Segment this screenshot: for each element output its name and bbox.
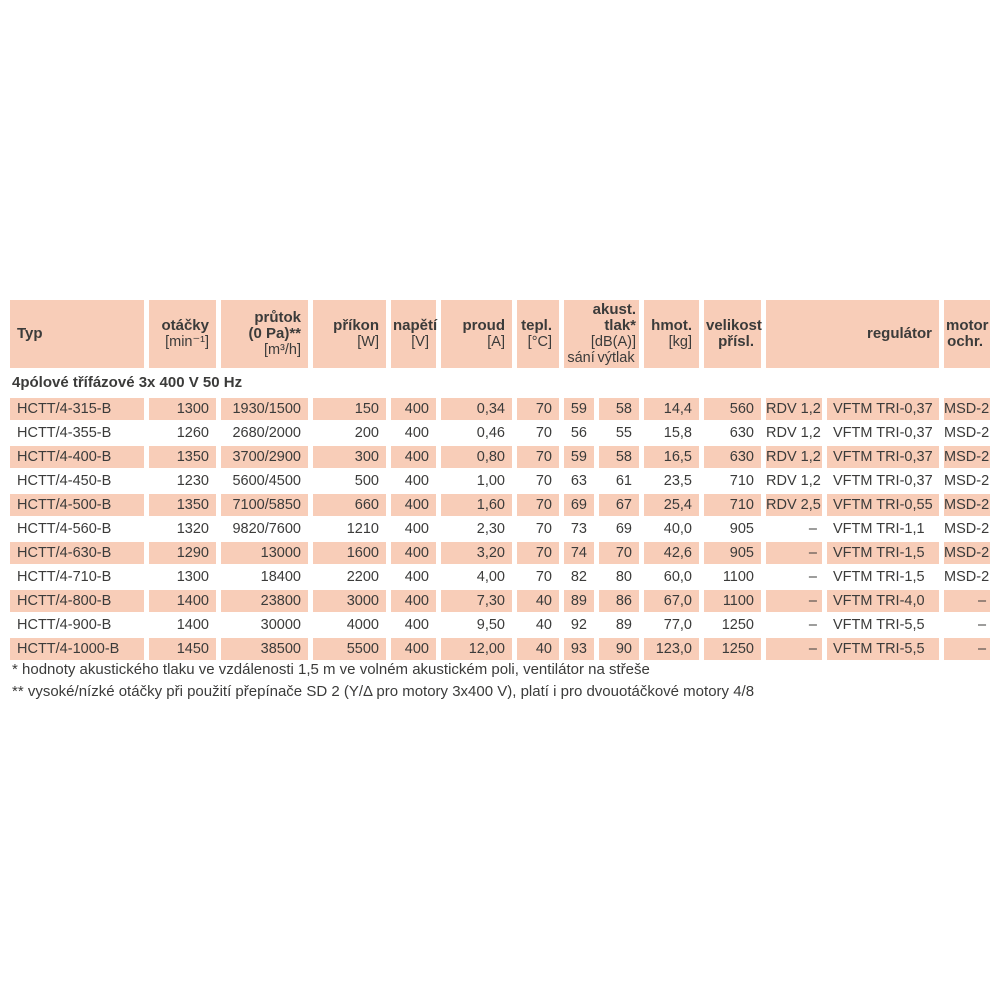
cell-otacky: 1260 bbox=[149, 422, 216, 444]
cell-velikost: 905 bbox=[704, 542, 761, 564]
col-label: průtok bbox=[254, 309, 301, 326]
cell-napeti: 400 bbox=[391, 638, 436, 660]
cell-tepl: 40 bbox=[517, 614, 559, 636]
cell-proud: 12,00 bbox=[441, 638, 512, 660]
cell-sani: 74 bbox=[564, 542, 594, 564]
cell-prikon: 500 bbox=[313, 470, 386, 492]
cell-proud: 0,34 bbox=[441, 398, 512, 420]
spec-table-wrap bbox=[0, 298, 1000, 662]
cell-otacky: 1400 bbox=[149, 614, 216, 636]
col-header-tepl bbox=[517, 300, 559, 368]
cell-otacky: 1230 bbox=[149, 470, 216, 492]
cell-velikost: 1250 bbox=[704, 638, 761, 660]
col-label: (0 Pa)** bbox=[248, 325, 301, 342]
cell-tepl: 70 bbox=[517, 422, 559, 444]
cell-otacky: 1400 bbox=[149, 590, 216, 612]
cell-velikost: 710 bbox=[704, 494, 761, 516]
cell-vytlak: 67 bbox=[599, 494, 639, 516]
cell-vftm: VFTM TRI-0,37 bbox=[827, 422, 939, 444]
col-label: proud bbox=[462, 317, 505, 334]
cell-proud: 2,30 bbox=[441, 518, 512, 540]
cell-tepl: 70 bbox=[517, 494, 559, 516]
cell-hmot: 42,6 bbox=[644, 542, 699, 564]
col-label: motor bbox=[946, 317, 989, 334]
cell-vftm: VFTM TRI-1,5 bbox=[827, 566, 939, 588]
cell-tepl: 40 bbox=[517, 638, 559, 660]
col-header-otacky bbox=[149, 300, 216, 368]
cell-napeti: 400 bbox=[391, 422, 436, 444]
cell-tepl: 70 bbox=[517, 566, 559, 588]
cell-rdv: – bbox=[766, 614, 822, 636]
cell-typ: HCTT/4-315-B bbox=[10, 398, 144, 420]
col-header-typ: Typ bbox=[10, 300, 144, 368]
cell-motor: MSD-2 bbox=[944, 446, 990, 468]
fan-spec-table bbox=[5, 298, 995, 662]
cell-rdv: RDV 2,5 bbox=[766, 494, 822, 516]
cell-vytlak: 90 bbox=[599, 638, 639, 660]
cell-napeti: 400 bbox=[391, 566, 436, 588]
cell-prikon: 1210 bbox=[313, 518, 386, 540]
cell-proud: 9,50 bbox=[441, 614, 512, 636]
cell-typ: HCTT/4-450-B bbox=[10, 470, 144, 492]
col-header-napeti bbox=[391, 300, 436, 368]
col-header-prikon bbox=[313, 300, 386, 368]
cell-prikon: 2200 bbox=[313, 566, 386, 588]
col-header-proud bbox=[441, 300, 512, 368]
cell-velikost: 1100 bbox=[704, 566, 761, 588]
cell-prutok: 38500 bbox=[221, 638, 308, 660]
cell-motor: MSD-2 bbox=[944, 518, 990, 540]
cell-hmot: 60,0 bbox=[644, 566, 699, 588]
cell-sani: 63 bbox=[564, 470, 594, 492]
cell-hmot: 77,0 bbox=[644, 614, 699, 636]
table-row bbox=[10, 398, 990, 420]
cell-sani: 89 bbox=[564, 590, 594, 612]
cell-typ: HCTT/4-1000-B bbox=[10, 638, 144, 660]
cell-napeti: 400 bbox=[391, 494, 436, 516]
table-body bbox=[10, 370, 990, 660]
cell-vftm: VFTM TRI-5,5 bbox=[827, 614, 939, 636]
table-row bbox=[10, 590, 990, 612]
cell-prikon: 5500 bbox=[313, 638, 386, 660]
cell-otacky: 1320 bbox=[149, 518, 216, 540]
col-label: ochr. bbox=[947, 333, 984, 350]
cell-velikost: 1100 bbox=[704, 590, 761, 612]
cell-otacky: 1300 bbox=[149, 566, 216, 588]
cell-napeti: 400 bbox=[391, 542, 436, 564]
section-title: 4pólové třífázové 3x 400 V 50 Hz bbox=[10, 370, 990, 396]
cell-typ: HCTT/4-560-B bbox=[10, 518, 144, 540]
col-label: akust. tlak* bbox=[592, 301, 636, 334]
cell-typ: HCTT/4-500-B bbox=[10, 494, 144, 516]
cell-vftm: VFTM TRI-5,5 bbox=[827, 638, 939, 660]
table-row bbox=[10, 566, 990, 588]
col-unit: [V] bbox=[411, 334, 429, 350]
cell-sani: 59 bbox=[564, 446, 594, 468]
cell-proud: 1,00 bbox=[441, 470, 512, 492]
table-row bbox=[10, 542, 990, 564]
cell-rdv: RDV 1,2 bbox=[766, 446, 822, 468]
cell-vytlak: 80 bbox=[599, 566, 639, 588]
cell-proud: 1,60 bbox=[441, 494, 512, 516]
header-row bbox=[10, 300, 990, 368]
cell-napeti: 400 bbox=[391, 614, 436, 636]
cell-napeti: 400 bbox=[391, 518, 436, 540]
cell-vftm: VFTM TRI-1,5 bbox=[827, 542, 939, 564]
cell-prikon: 1600 bbox=[313, 542, 386, 564]
col-header-akust-tlak bbox=[564, 300, 639, 368]
cell-prutok: 3700/2900 bbox=[221, 446, 308, 468]
cell-sani: 92 bbox=[564, 614, 594, 636]
cell-vftm: VFTM TRI-1,1 bbox=[827, 518, 939, 540]
cell-rdv: RDV 1,2 bbox=[766, 398, 822, 420]
cell-prutok: 13000 bbox=[221, 542, 308, 564]
cell-sani: 73 bbox=[564, 518, 594, 540]
cell-prutok: 9820/7600 bbox=[221, 518, 308, 540]
cell-vytlak: 58 bbox=[599, 398, 639, 420]
cell-typ: HCTT/4-355-B bbox=[10, 422, 144, 444]
cell-vytlak: 61 bbox=[599, 470, 639, 492]
cell-prikon: 3000 bbox=[313, 590, 386, 612]
cell-typ: HCTT/4-900-B bbox=[10, 614, 144, 636]
cell-tepl: 70 bbox=[517, 542, 559, 564]
cell-vftm: VFTM TRI-0,37 bbox=[827, 470, 939, 492]
subcol-vytlak: výtlak bbox=[597, 350, 635, 366]
cell-motor: – bbox=[944, 590, 990, 612]
cell-napeti: 400 bbox=[391, 590, 436, 612]
cell-prutok: 7100/5850 bbox=[221, 494, 308, 516]
col-header-hmot bbox=[644, 300, 699, 368]
cell-vytlak: 70 bbox=[599, 542, 639, 564]
col-unit: [min⁻¹] bbox=[165, 334, 209, 350]
table-row bbox=[10, 614, 990, 636]
cell-velikost: 710 bbox=[704, 470, 761, 492]
cell-otacky: 1290 bbox=[149, 542, 216, 564]
table-row bbox=[10, 422, 990, 444]
section-row bbox=[10, 370, 990, 396]
cell-vftm: VFTM TRI-0,37 bbox=[827, 446, 939, 468]
col-label: hmot. bbox=[651, 317, 692, 334]
cell-rdv: – bbox=[766, 518, 822, 540]
col-header-velikost bbox=[704, 300, 761, 368]
cell-rdv: – bbox=[766, 638, 822, 660]
cell-motor: MSD-2 bbox=[944, 542, 990, 564]
cell-napeti: 400 bbox=[391, 446, 436, 468]
cell-proud: 4,00 bbox=[441, 566, 512, 588]
cell-otacky: 1350 bbox=[149, 446, 216, 468]
cell-motor: MSD-2 bbox=[944, 566, 990, 588]
cell-prutok: 1930/1500 bbox=[221, 398, 308, 420]
cell-motor: MSD-2 bbox=[944, 494, 990, 516]
cell-sani: 93 bbox=[564, 638, 594, 660]
cell-hmot: 40,0 bbox=[644, 518, 699, 540]
cell-vftm: VFTM TRI-0,55 bbox=[827, 494, 939, 516]
cell-prikon: 200 bbox=[313, 422, 386, 444]
cell-motor: MSD-2 bbox=[944, 398, 990, 420]
table-row bbox=[10, 446, 990, 468]
cell-proud: 7,30 bbox=[441, 590, 512, 612]
cell-prikon: 150 bbox=[313, 398, 386, 420]
table-header bbox=[10, 300, 990, 368]
cell-vytlak: 89 bbox=[599, 614, 639, 636]
cell-hmot: 16,5 bbox=[644, 446, 699, 468]
cell-typ: HCTT/4-800-B bbox=[10, 590, 144, 612]
cell-velikost: 560 bbox=[704, 398, 761, 420]
cell-typ: HCTT/4-710-B bbox=[10, 566, 144, 588]
cell-prutok: 30000 bbox=[221, 614, 308, 636]
akust-subcolumns bbox=[566, 350, 636, 366]
cell-hmot: 15,8 bbox=[644, 422, 699, 444]
cell-motor: MSD-2 bbox=[944, 470, 990, 492]
cell-prikon: 300 bbox=[313, 446, 386, 468]
cell-tepl: 70 bbox=[517, 398, 559, 420]
cell-otacky: 1450 bbox=[149, 638, 216, 660]
cell-typ: HCTT/4-630-B bbox=[10, 542, 144, 564]
cell-napeti: 400 bbox=[391, 398, 436, 420]
cell-velikost: 905 bbox=[704, 518, 761, 540]
cell-prutok: 23800 bbox=[221, 590, 308, 612]
footnotes bbox=[12, 659, 988, 703]
cell-tepl: 70 bbox=[517, 446, 559, 468]
cell-vftm: VFTM TRI-4,0 bbox=[827, 590, 939, 612]
cell-motor: – bbox=[944, 614, 990, 636]
cell-vftm: VFTM TRI-0,37 bbox=[827, 398, 939, 420]
cell-velikost: 630 bbox=[704, 446, 761, 468]
cell-hmot: 23,5 bbox=[644, 470, 699, 492]
cell-typ: HCTT/4-400-B bbox=[10, 446, 144, 468]
col-header-regulator: regulátor bbox=[766, 300, 939, 368]
cell-napeti: 400 bbox=[391, 470, 436, 492]
footnote-1: * hodnoty akustického tlaku ve vzdálenosti 1,5 m ve volném akustickém poli, ventilátor na střeše bbox=[12, 661, 650, 678]
cell-hmot: 25,4 bbox=[644, 494, 699, 516]
cell-vytlak: 58 bbox=[599, 446, 639, 468]
cell-hmot: 14,4 bbox=[644, 398, 699, 420]
cell-hmot: 67,0 bbox=[644, 590, 699, 612]
cell-rdv: RDV 1,2 bbox=[766, 470, 822, 492]
col-header-prutok bbox=[221, 300, 308, 368]
cell-velikost: 630 bbox=[704, 422, 761, 444]
cell-sani: 59 bbox=[564, 398, 594, 420]
subcol-sani: sání bbox=[567, 350, 595, 366]
cell-tepl: 40 bbox=[517, 590, 559, 612]
cell-proud: 0,80 bbox=[441, 446, 512, 468]
cell-sani: 56 bbox=[564, 422, 594, 444]
cell-vytlak: 69 bbox=[599, 518, 639, 540]
cell-velikost: 1250 bbox=[704, 614, 761, 636]
cell-vytlak: 86 bbox=[599, 590, 639, 612]
cell-prikon: 660 bbox=[313, 494, 386, 516]
cell-rdv: – bbox=[766, 542, 822, 564]
cell-rdv: – bbox=[766, 566, 822, 588]
cell-prutok: 18400 bbox=[221, 566, 308, 588]
cell-proud: 0,46 bbox=[441, 422, 512, 444]
col-label: otáčky bbox=[161, 317, 209, 334]
cell-motor: MSD-2 bbox=[944, 422, 990, 444]
cell-prutok: 2680/2000 bbox=[221, 422, 308, 444]
col-unit: [kg] bbox=[668, 334, 692, 350]
cell-motor: – bbox=[944, 638, 990, 660]
table-row bbox=[10, 638, 990, 660]
col-header-motor-ochr bbox=[944, 300, 990, 368]
cell-tepl: 70 bbox=[517, 470, 559, 492]
col-unit: [dB(A)] bbox=[590, 334, 636, 350]
cell-proud: 3,20 bbox=[441, 542, 512, 564]
table-row bbox=[10, 494, 990, 516]
col-label: velikost bbox=[706, 317, 762, 334]
col-label: přísl. bbox=[718, 333, 754, 350]
footnote-2: ** vysoké/nízké otáčky při použití přepínače SD 2 (Y/Δ pro motory 3x400 V), platí i pro dvouotáčkové motory 4/8 bbox=[12, 683, 755, 700]
table-row bbox=[10, 470, 990, 492]
col-label: tepl. bbox=[521, 317, 552, 334]
cell-otacky: 1350 bbox=[149, 494, 216, 516]
table-row bbox=[10, 518, 990, 540]
cell-prikon: 4000 bbox=[313, 614, 386, 636]
col-label: napětí bbox=[393, 317, 438, 334]
cell-rdv: RDV 1,2 bbox=[766, 422, 822, 444]
cell-vytlak: 55 bbox=[599, 422, 639, 444]
cell-prutok: 5600/4500 bbox=[221, 470, 308, 492]
col-unit: [m³/h] bbox=[263, 342, 301, 358]
cell-hmot: 123,0 bbox=[644, 638, 699, 660]
col-unit: [A] bbox=[487, 334, 505, 350]
cell-sani: 69 bbox=[564, 494, 594, 516]
cell-otacky: 1300 bbox=[149, 398, 216, 420]
col-unit: [°C] bbox=[527, 334, 552, 350]
cell-sani: 82 bbox=[564, 566, 594, 588]
col-unit: [W] bbox=[357, 334, 379, 350]
col-label: příkon bbox=[333, 317, 379, 334]
cell-rdv: – bbox=[766, 590, 822, 612]
cell-tepl: 70 bbox=[517, 518, 559, 540]
